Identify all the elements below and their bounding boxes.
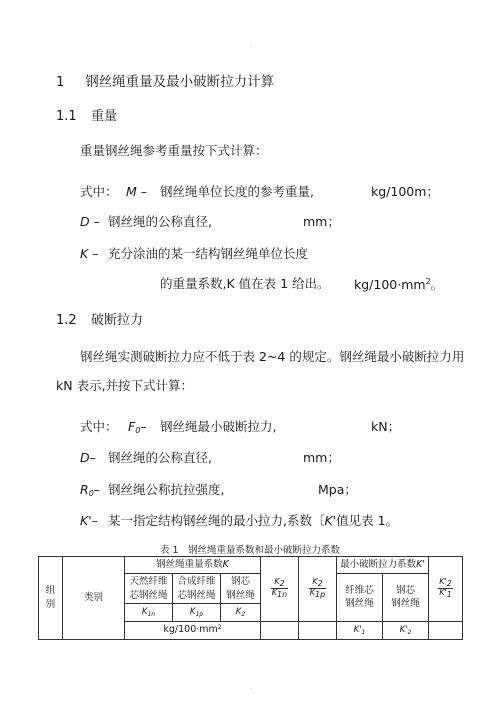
break-col-fiber: 纤维芯 钢丝绳 [337, 573, 383, 621]
section-1-2-title: 破断拉力 [90, 313, 143, 328]
section-1-heading [56, 76, 274, 90]
var-d2-unit: mm； [303, 450, 340, 465]
table-1-caption: 表 1 钢丝绳重量系数和最小破断拉力系数 [159, 545, 341, 556]
sym-k1n: $K_{1n}$ [125, 604, 173, 622]
var-d2-symbol: D [80, 450, 90, 465]
section-1-2-heading [56, 314, 143, 327]
var-d-unit: mm； [303, 214, 340, 229]
col-category-header: 类别 [63, 557, 125, 640]
var-d-desc: 钢丝绳的公称直径, [108, 214, 212, 229]
break-formula-label: 式中： [80, 419, 118, 434]
var-m-row [126, 186, 147, 199]
empty-cell-2 [299, 621, 337, 639]
weight-formula-label: 式中： [80, 184, 118, 199]
col-group-header: 组别 [39, 557, 63, 640]
weight-intro: 重量钢丝绳参考重量按下式计算： [80, 143, 268, 158]
section-1-1-heading [56, 110, 117, 123]
var-r0-symbol: R [80, 482, 89, 497]
var-d-dash: – [93, 214, 100, 229]
ratio-k2-k1p: $\frac{K_2}{K_{1p}}$ [299, 557, 337, 622]
var-kp-symbol: K' [80, 513, 92, 528]
var-k-desc: 充分涂油的某一结构钢丝绳单位长度 [108, 246, 309, 261]
section-1-1-title: 重量 [90, 109, 117, 124]
break-coef-header: 最小破断拉力系数K' [337, 557, 429, 574]
section-1-1-number: 1.1 [56, 109, 77, 124]
break-col-steel: 钢芯 钢丝绳 [383, 573, 429, 621]
sym-k1p: $K_{1p}$ [173, 604, 221, 622]
var-f0-desc: 钢丝绳最小破断拉力, [160, 419, 277, 434]
var-m-desc: 钢丝绳单位长度的参考重量, [160, 184, 314, 199]
section-1-title: 钢丝绳重量及最小破断拉力计算 [85, 74, 275, 90]
var-d2-row: D– [80, 450, 96, 465]
var-r0-row: $R_0-$ [80, 482, 101, 498]
var-kp-desc: 某一指定结构钢丝绳的最小拉力,系数〔K'值见表 1。 [108, 513, 399, 528]
break-para-line1: 钢丝绳实测破断拉力应不低于表 2~4 的规定。钢丝绳最小破断拉力用 [80, 349, 465, 364]
weight-col-steel: 钢芯 钢丝绳 [221, 573, 261, 604]
var-k-row [80, 248, 98, 261]
ratio-k2-k1n: $\frac{K_2}{K_{1n}}$ [261, 557, 299, 622]
section-1-2-number: 1.2 [56, 313, 77, 328]
var-kp-row: K'– [80, 513, 98, 528]
var-d2-desc: 钢丝绳的公称直径, [108, 450, 212, 465]
var-d-row [80, 216, 100, 229]
table-header-row-1 [39, 557, 463, 574]
weight-col-synthetic: 合成纤维 芯钢丝绳 [173, 573, 221, 604]
var-m-symbol: M [126, 184, 137, 199]
sym-k2: $K_2$ [221, 604, 261, 622]
var-f0-unit: kN； [371, 419, 401, 434]
weight-col-natural: 天然纤维 芯钢丝绳 [125, 573, 173, 604]
section-1-number: 1 [56, 74, 65, 90]
var-m-unit: kg/100m； [371, 184, 439, 199]
var-d-symbol: D [80, 214, 90, 229]
page-mark-top: · [250, 44, 252, 51]
var-k-dash: – [92, 246, 99, 261]
var-r0-unit: Mpa； [318, 482, 357, 497]
var-f0-row: $F_0-$ [128, 419, 147, 435]
sym-kp2: $K'_2$ [383, 621, 429, 639]
weight-unit-cell: $kg/100\cdot mm^2$ [125, 621, 261, 639]
ratio-kp2-kp1: $\frac{K'_2}{K'_1}$ [429, 557, 463, 622]
var-k-unit: $kg/100\cdot mm^2$。 [354, 277, 444, 292]
table-1 [38, 556, 463, 640]
empty-cell-3 [429, 621, 463, 639]
var-k-cont: 的重量系数,K 值在表 1 给出。 [160, 276, 330, 291]
var-k-symbol: K [80, 246, 89, 261]
sym-kp1: $K'_1$ [337, 621, 383, 639]
empty-cell-1 [261, 621, 299, 639]
break-para-line2: kN 表示,并按下式计算： [56, 378, 194, 393]
var-m-dash: – [140, 184, 148, 199]
page-mark-bottom: · [250, 686, 252, 693]
var-f0-symbol: F [128, 419, 136, 434]
weight-coef-header: 钢丝绳重量系数K [125, 557, 261, 574]
var-r0-desc: 钢丝绳公称抗拉强度, [108, 482, 225, 497]
